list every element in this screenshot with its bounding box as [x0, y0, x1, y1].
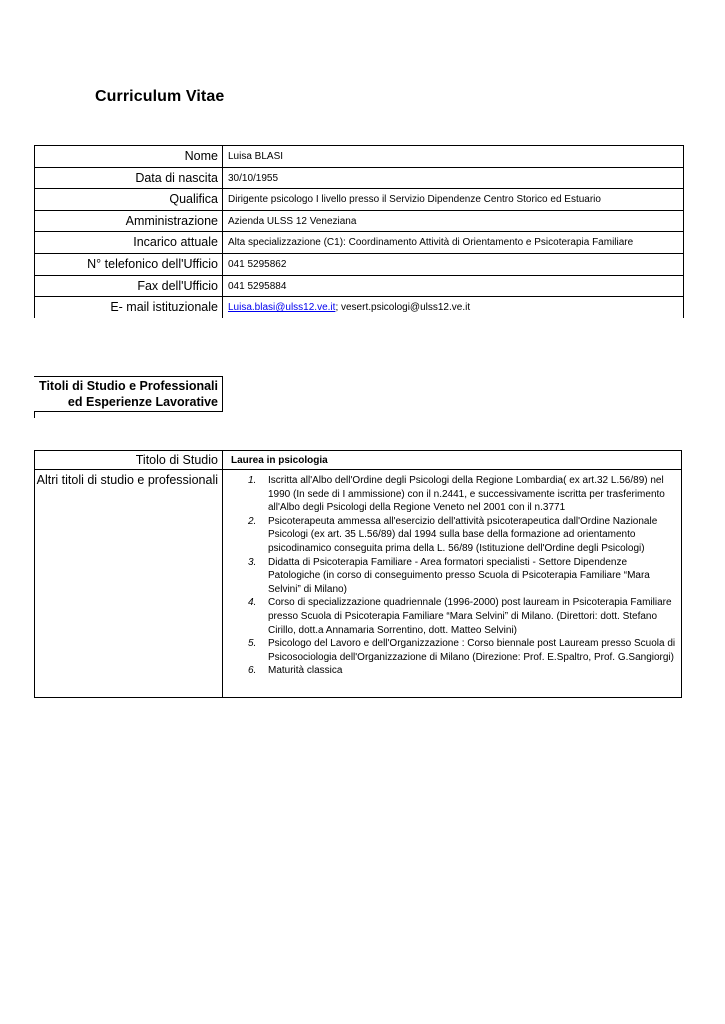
section-heading [34, 376, 223, 412]
info-value: Alta specializzazione (C1): Coordinamento Attività di Orientamento e Psicoterapia Familiare [228, 237, 634, 249]
list-number: 5. [248, 638, 257, 650]
info-value: 041 5295862 [228, 258, 287, 270]
list-number: 3. [248, 556, 257, 568]
list-item [231, 474, 677, 515]
info-label: E- mail istituzionale [35, 297, 223, 318]
info-row-administration [35, 211, 683, 233]
list-text: Psicologo del Lavoro e dell'Organizzazione : Corso biennale post Lauream presso Scuola di Psicosociologia dell'Organizzazione di Milano (Direzione: Prof. E.Spaltro, Prof. G.Sangiorgi) [268, 638, 676, 663]
info-row-birthdate [35, 168, 683, 190]
list-item [231, 596, 677, 637]
studies-table [34, 450, 682, 698]
list-text: Psicoterapeuta ammessa all'esercizio dell'attività psicoterapeutica dall'Ordine Nazionale Psicologi (ex art. 35 L.56/89) dal 1994 sulla base della formazione ad orientamento psicodinamico conseguita prima della L. 56/89 (Istituzione dell'Ordine degli Psicologi) [268, 515, 658, 554]
info-label: Nome [35, 146, 223, 167]
info-label: N° telefonico dell'Ufficio [35, 254, 223, 275]
studies-label-column [35, 451, 223, 697]
section-heading-line1: Titoli di Studio e Professionali [39, 379, 218, 393]
info-value: 041 5295884 [228, 280, 287, 292]
email-link[interactable]: Luisa.blasi@ulss12.ve.it [228, 302, 336, 314]
page-title: Curriculum Vitae [95, 88, 225, 105]
info-value: Dirigente psicologo I livello presso il Servizio Dipendenze Centro Storico ed Estuario [228, 194, 601, 206]
other-titles-list [231, 474, 677, 678]
list-number: 2. [248, 515, 257, 527]
info-row-office-fax [35, 276, 683, 298]
list-item [231, 637, 677, 664]
other-titles-label: Altri titoli di studio e professionali [36, 473, 218, 487]
personal-info-table [34, 145, 684, 318]
email-secondary: ; vesert.psicologi@ulss12.ve.it [335, 302, 471, 314]
section-heading-line2: ed Esperienze Lavorative [67, 394, 218, 409]
list-number: 1. [248, 475, 257, 486]
list-item [231, 664, 677, 678]
list-number: 4. [248, 597, 257, 609]
info-label: Incarico attuale [35, 232, 223, 253]
info-label: Fax dell'Ufficio [35, 276, 223, 297]
study-title-label: Titolo di Studio [135, 453, 218, 467]
info-label: Data di nascita [35, 168, 223, 189]
list-item [231, 556, 677, 597]
row-divider [35, 469, 681, 470]
list-text: Iscritta all'Albo dell'Ordine degli Psicologi della Regione Lombardia( ex art.32 L.56/89) nel 1990 (In sede di I ammissione) con il n.2441, e successivamente iscritta per trasferimento all'Albo degli Psicologi della Regione Veneto nel 2001 con il n.3771 [268, 475, 665, 514]
info-value: Azienda ULSS 12 Veneziana [228, 215, 357, 227]
info-label: Qualifica [35, 189, 223, 210]
info-row-current-role [35, 232, 683, 254]
list-text: Maturità classica [268, 665, 343, 677]
info-row-name [35, 146, 683, 168]
info-row-qualification [35, 189, 683, 211]
info-value: Luisa BLASI [228, 151, 284, 162]
list-number: 6. [248, 665, 257, 677]
list-item [231, 515, 677, 556]
info-row-office-phone [35, 254, 683, 276]
info-value [223, 297, 683, 318]
info-value: 30/10/1955 [228, 172, 279, 184]
list-text: Didatta di Psicoterapia Familiare - Area formatori specialisti - Settore Dipendenze Patologiche (in corso di conseguimento presso Scuola di Psicoterapia Familiare “Mara Selvini” di Milano) [268, 556, 650, 595]
info-label: Amministrazione [35, 211, 223, 232]
study-title-value: Laurea in psicologia [231, 455, 328, 466]
list-text: Corso di specializzazione quadriennale (1996-2000) post lauream in Psicoterapia Familiare presso Scuola di Psicoterapia Familiare “Mara Selvini” di Milano. (Direttori: dott. Stefano Cirillo, dott.a Annamaria Sorrentino, dott. Matteo Selvini) [268, 597, 672, 636]
section-divider [34, 412, 35, 418]
info-row-email [35, 297, 683, 318]
